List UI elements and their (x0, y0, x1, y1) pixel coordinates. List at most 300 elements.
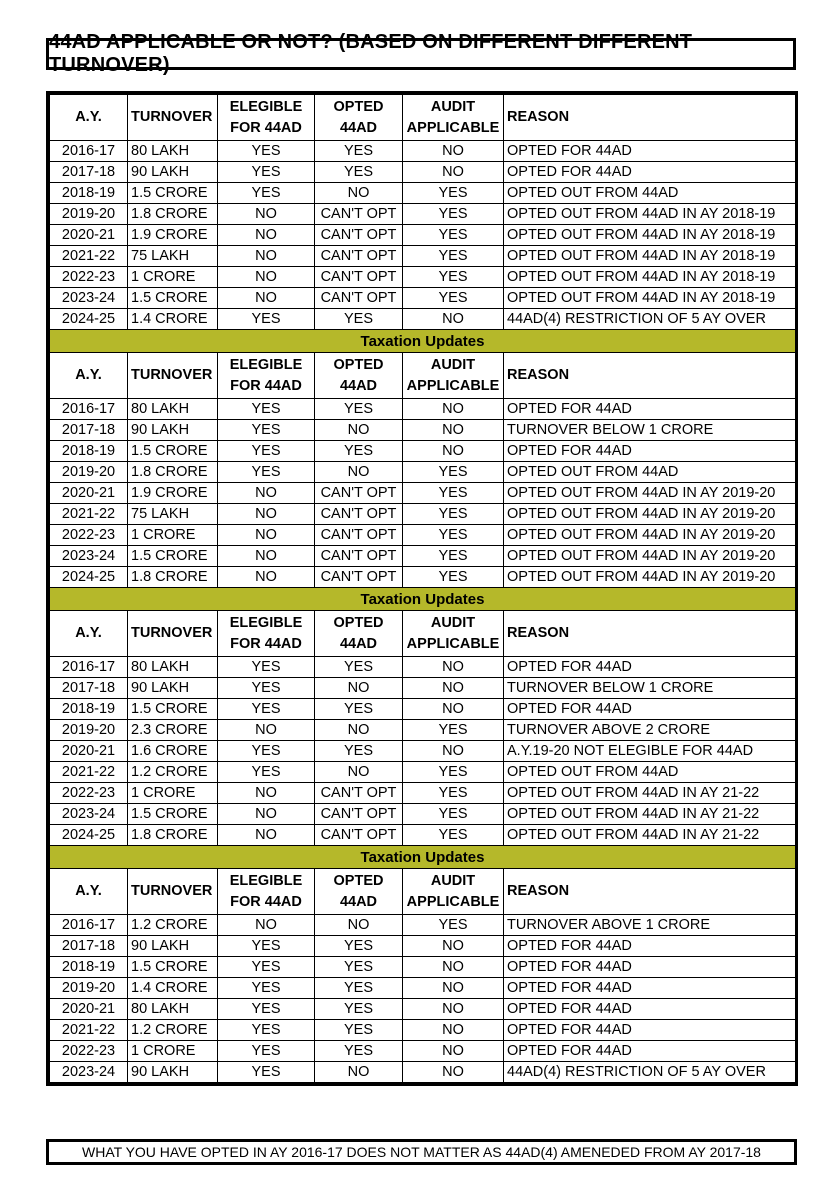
cell-reason: A.Y.19-20 NOT ELEGIBLE FOR 44AD (504, 741, 796, 762)
cell-ay: 2020-21 (50, 483, 128, 504)
cell-eligible: YES (218, 399, 315, 420)
cell-eligible: YES (218, 678, 315, 699)
cell-audit: YES (403, 762, 504, 783)
col-header-reason: REASON (504, 353, 796, 399)
cell-ay: 2024-25 (50, 825, 128, 846)
cell-ay: 2018-19 (50, 441, 128, 462)
cell-opted: YES (315, 741, 403, 762)
cell-reason: OPTED OUT FROM 44AD IN AY 2018-19 (504, 267, 796, 288)
cell-reason: OPTED OUT FROM 44AD IN AY 2018-19 (504, 288, 796, 309)
cell-audit: NO (403, 999, 504, 1020)
col-header-audit (403, 353, 504, 399)
footer-note: WHAT YOU HAVE OPTED IN AY 2016-17 DOES NOT MATTER AS 44AD(4) AMENEDED FROM AY 2017-18 (46, 1139, 797, 1165)
cell-reason: OPTED FOR 44AD (504, 699, 796, 720)
cell-ay: 2019-20 (50, 978, 128, 999)
cell-turnover: 1.2 CRORE (128, 915, 218, 936)
cell-opted: CAN'T OPT (315, 246, 403, 267)
cell-reason: OPTED FOR 44AD (504, 1020, 796, 1041)
col-header-eligible-line1: ELEGIBLE (229, 356, 303, 373)
cell-reason: TURNOVER ABOVE 2 CRORE (504, 720, 796, 741)
col-header-opted (315, 869, 403, 915)
cell-eligible: NO (218, 267, 315, 288)
col-header-opted-line2: 44AD (339, 119, 378, 136)
cell-reason: 44AD(4) RESTRICTION OF 5 AY OVER (504, 1062, 796, 1083)
table-row (50, 999, 796, 1020)
table-row (50, 309, 796, 330)
cell-ay: 2022-23 (50, 1041, 128, 1062)
cell-audit: NO (403, 678, 504, 699)
cell-reason: TURNOVER BELOW 1 CRORE (504, 678, 796, 699)
cell-eligible: YES (218, 441, 315, 462)
table-header-row (50, 869, 796, 915)
cell-audit: NO (403, 1041, 504, 1062)
cell-ay: 2022-23 (50, 267, 128, 288)
cell-opted: YES (315, 699, 403, 720)
cell-audit: YES (403, 783, 504, 804)
col-header-audit-line1: AUDIT (430, 614, 476, 631)
cell-eligible: NO (218, 204, 315, 225)
cell-turnover: 75 LAKH (128, 246, 218, 267)
cell-turnover: 75 LAKH (128, 504, 218, 525)
col-header-eligible-line2: FOR 44AD (230, 635, 302, 652)
col-header-audit-line2: APPLICABLE (406, 119, 500, 136)
col-header-eligible (218, 869, 315, 915)
cell-reason: OPTED FOR 44AD (504, 162, 796, 183)
cell-eligible: YES (218, 657, 315, 678)
col-header-eligible-line1: ELEGIBLE (229, 872, 303, 889)
col-header-opted-line1: OPTED (333, 872, 384, 889)
cell-ay: 2017-18 (50, 936, 128, 957)
cell-audit: NO (403, 978, 504, 999)
table-row (50, 720, 796, 741)
cell-reason: OPTED FOR 44AD (504, 999, 796, 1020)
table-row (50, 936, 796, 957)
cell-opted: CAN'T OPT (315, 525, 403, 546)
cell-eligible: YES (218, 762, 315, 783)
cell-turnover: 1.8 CRORE (128, 567, 218, 588)
cell-reason: OPTED FOR 44AD (504, 399, 796, 420)
cell-audit: NO (403, 309, 504, 330)
cell-reason: OPTED FOR 44AD (504, 141, 796, 162)
cell-eligible: YES (218, 1062, 315, 1083)
cell-audit: NO (403, 420, 504, 441)
table-row (50, 141, 796, 162)
cell-eligible: YES (218, 420, 315, 441)
cell-ay: 2020-21 (50, 225, 128, 246)
col-header-audit-line2: APPLICABLE (406, 893, 500, 910)
cell-audit: NO (403, 957, 504, 978)
cell-audit: YES (403, 246, 504, 267)
table-row (50, 288, 796, 309)
table-row (50, 915, 796, 936)
cell-opted: NO (315, 915, 403, 936)
cell-turnover: 1.5 CRORE (128, 288, 218, 309)
scenario-tables (46, 91, 798, 1086)
cell-opted: YES (315, 999, 403, 1020)
cell-ay: 2022-23 (50, 783, 128, 804)
table-row (50, 762, 796, 783)
cell-eligible: YES (218, 1020, 315, 1041)
cell-turnover: 1.5 CRORE (128, 441, 218, 462)
table-row (50, 162, 796, 183)
col-header-opted-line2: 44AD (339, 377, 378, 394)
cell-eligible: NO (218, 546, 315, 567)
col-header-opted-line1: OPTED (333, 614, 384, 631)
table-row (50, 546, 796, 567)
table-row (50, 1020, 796, 1041)
cell-turnover: 1.8 CRORE (128, 825, 218, 846)
table-row (50, 1062, 796, 1083)
table-row (50, 567, 796, 588)
table-row (50, 525, 796, 546)
table-row (50, 804, 796, 825)
cell-ay: 2024-25 (50, 567, 128, 588)
cell-ay: 2023-24 (50, 546, 128, 567)
col-header-opted (315, 611, 403, 657)
table-row (50, 957, 796, 978)
cell-turnover: 90 LAKH (128, 936, 218, 957)
cell-turnover: 90 LAKH (128, 420, 218, 441)
cell-eligible: NO (218, 804, 315, 825)
cell-opted: YES (315, 1041, 403, 1062)
cell-ay: 2017-18 (50, 162, 128, 183)
cell-opted: YES (315, 309, 403, 330)
cell-turnover: 1.5 CRORE (128, 546, 218, 567)
cell-opted: CAN'T OPT (315, 288, 403, 309)
cell-ay: 2022-23 (50, 525, 128, 546)
cell-audit: NO (403, 441, 504, 462)
cell-ay: 2017-18 (50, 678, 128, 699)
col-header-audit-line1: AUDIT (430, 98, 476, 115)
cell-turnover: 1.9 CRORE (128, 483, 218, 504)
cell-ay: 2019-20 (50, 204, 128, 225)
cell-turnover: 1 CRORE (128, 783, 218, 804)
cell-turnover: 80 LAKH (128, 657, 218, 678)
table-row (50, 825, 796, 846)
cell-eligible: NO (218, 225, 315, 246)
cell-audit: YES (403, 483, 504, 504)
cell-reason: OPTED OUT FROM 44AD IN AY 2019-20 (504, 525, 796, 546)
cell-audit: YES (403, 915, 504, 936)
table-row (50, 978, 796, 999)
cell-audit: NO (403, 657, 504, 678)
cell-opted: CAN'T OPT (315, 783, 403, 804)
cell-audit: NO (403, 1062, 504, 1083)
table-row (50, 183, 796, 204)
cell-reason: OPTED OUT FROM 44AD (504, 762, 796, 783)
col-header-ay: A.Y. (50, 611, 128, 657)
cell-eligible: YES (218, 462, 315, 483)
table-row (50, 504, 796, 525)
cell-audit: YES (403, 462, 504, 483)
cell-eligible: NO (218, 915, 315, 936)
cell-opted: YES (315, 141, 403, 162)
cell-eligible: YES (218, 957, 315, 978)
separator-row (50, 846, 796, 869)
cell-audit: YES (403, 267, 504, 288)
cell-opted: YES (315, 399, 403, 420)
cell-ay: 2020-21 (50, 999, 128, 1020)
cell-reason: TURNOVER ABOVE 1 CRORE (504, 915, 796, 936)
col-header-reason: REASON (504, 95, 796, 141)
cell-turnover: 1.8 CRORE (128, 204, 218, 225)
cell-eligible: NO (218, 825, 315, 846)
cell-ay: 2021-22 (50, 762, 128, 783)
cell-opted: YES (315, 162, 403, 183)
cell-eligible: YES (218, 741, 315, 762)
cell-audit: NO (403, 1020, 504, 1041)
cell-reason: TURNOVER BELOW 1 CRORE (504, 420, 796, 441)
cell-reason: OPTED OUT FROM 44AD IN AY 21-22 (504, 825, 796, 846)
cell-eligible: YES (218, 936, 315, 957)
cell-reason: OPTED OUT FROM 44AD IN AY 2018-19 (504, 204, 796, 225)
cell-turnover: 1.8 CRORE (128, 462, 218, 483)
col-header-opted (315, 95, 403, 141)
cell-eligible: NO (218, 525, 315, 546)
cell-reason: OPTED FOR 44AD (504, 1041, 796, 1062)
col-header-opted-line2: 44AD (339, 635, 378, 652)
col-header-audit (403, 869, 504, 915)
cell-turnover: 1.6 CRORE (128, 741, 218, 762)
cell-turnover: 80 LAKH (128, 141, 218, 162)
cell-audit: YES (403, 225, 504, 246)
cell-turnover: 80 LAKH (128, 399, 218, 420)
cell-ay: 2019-20 (50, 720, 128, 741)
table-row (50, 483, 796, 504)
col-header-audit-line2: APPLICABLE (406, 635, 500, 652)
cell-eligible: YES (218, 978, 315, 999)
cell-eligible: YES (218, 699, 315, 720)
cell-reason: OPTED OUT FROM 44AD IN AY 2019-20 (504, 483, 796, 504)
col-header-eligible-line1: ELEGIBLE (229, 98, 303, 115)
col-header-audit (403, 95, 504, 141)
cell-audit: YES (403, 183, 504, 204)
col-header-audit-line1: AUDIT (430, 356, 476, 373)
cell-eligible: YES (218, 141, 315, 162)
cell-turnover: 1.5 CRORE (128, 183, 218, 204)
col-header-reason: REASON (504, 611, 796, 657)
cell-opted: NO (315, 678, 403, 699)
cell-reason: OPTED OUT FROM 44AD IN AY 2018-19 (504, 246, 796, 267)
table-row (50, 225, 796, 246)
col-header-eligible-line2: FOR 44AD (230, 377, 302, 394)
col-header-eligible-line2: FOR 44AD (230, 119, 302, 136)
cell-turnover: 1 CRORE (128, 525, 218, 546)
table-row (50, 783, 796, 804)
col-header-ay: A.Y. (50, 353, 128, 399)
cell-audit: YES (403, 720, 504, 741)
table-row (50, 420, 796, 441)
cell-turnover: 90 LAKH (128, 678, 218, 699)
cell-eligible: YES (218, 162, 315, 183)
cell-opted: CAN'T OPT (315, 546, 403, 567)
cell-ay: 2018-19 (50, 699, 128, 720)
cell-eligible: NO (218, 567, 315, 588)
cell-turnover: 1 CRORE (128, 1041, 218, 1062)
cell-opted: NO (315, 462, 403, 483)
cell-audit: YES (403, 804, 504, 825)
cell-reason: OPTED OUT FROM 44AD IN AY 2019-20 (504, 567, 796, 588)
cell-opted: CAN'T OPT (315, 804, 403, 825)
col-header-opted-line1: OPTED (333, 98, 384, 115)
col-header-turnover: TURNOVER (128, 611, 218, 657)
cell-ay: 2021-22 (50, 504, 128, 525)
cell-reason: OPTED FOR 44AD (504, 441, 796, 462)
cell-reason: OPTED OUT FROM 44AD (504, 462, 796, 483)
cell-ay: 2021-22 (50, 1020, 128, 1041)
separator-label: Taxation Updates (50, 846, 796, 869)
cell-audit: NO (403, 162, 504, 183)
cell-turnover: 90 LAKH (128, 1062, 218, 1083)
cell-opted: NO (315, 183, 403, 204)
cell-reason: OPTED FOR 44AD (504, 657, 796, 678)
cell-reason: OPTED OUT FROM 44AD IN AY 21-22 (504, 804, 796, 825)
cell-turnover: 1.4 CRORE (128, 978, 218, 999)
cell-eligible: NO (218, 504, 315, 525)
col-header-opted (315, 353, 403, 399)
separator-row (50, 588, 796, 611)
col-header-ay: A.Y. (50, 95, 128, 141)
cell-reason: 44AD(4) RESTRICTION OF 5 AY OVER (504, 309, 796, 330)
cell-reason: OPTED FOR 44AD (504, 957, 796, 978)
col-header-audit-line1: AUDIT (430, 872, 476, 889)
col-header-eligible (218, 611, 315, 657)
table-row (50, 204, 796, 225)
cell-reason: OPTED FOR 44AD (504, 978, 796, 999)
cell-opted: NO (315, 1062, 403, 1083)
cell-audit: NO (403, 399, 504, 420)
cell-ay: 2023-24 (50, 1062, 128, 1083)
cell-turnover: 1 CRORE (128, 267, 218, 288)
cell-reason: OPTED OUT FROM 44AD IN AY 2019-20 (504, 504, 796, 525)
table-header-row (50, 353, 796, 399)
cell-eligible: YES (218, 1041, 315, 1062)
cell-audit: NO (403, 741, 504, 762)
cell-ay: 2020-21 (50, 741, 128, 762)
scenario-table (49, 94, 796, 1083)
cell-turnover: 1.2 CRORE (128, 1020, 218, 1041)
cell-ay: 2016-17 (50, 657, 128, 678)
cell-reason: OPTED OUT FROM 44AD IN AY 2019-20 (504, 546, 796, 567)
cell-turnover: 1.9 CRORE (128, 225, 218, 246)
table-row (50, 741, 796, 762)
table-header-row (50, 611, 796, 657)
table-row (50, 246, 796, 267)
cell-eligible: NO (218, 720, 315, 741)
cell-turnover: 80 LAKH (128, 999, 218, 1020)
cell-ay: 2018-19 (50, 957, 128, 978)
col-header-opted-line1: OPTED (333, 356, 384, 373)
cell-audit: NO (403, 699, 504, 720)
col-header-audit-line2: APPLICABLE (406, 377, 500, 394)
table-row (50, 399, 796, 420)
cell-ay: 2019-20 (50, 462, 128, 483)
cell-turnover: 1.5 CRORE (128, 957, 218, 978)
cell-eligible: NO (218, 783, 315, 804)
cell-opted: CAN'T OPT (315, 567, 403, 588)
cell-turnover: 2.3 CRORE (128, 720, 218, 741)
col-header-eligible-line1: ELEGIBLE (229, 614, 303, 631)
table-row (50, 462, 796, 483)
separator-label: Taxation Updates (50, 588, 796, 611)
table-header-row (50, 95, 796, 141)
separator-row (50, 330, 796, 353)
col-header-reason: REASON (504, 869, 796, 915)
table-row (50, 267, 796, 288)
cell-opted: CAN'T OPT (315, 225, 403, 246)
table-row (50, 678, 796, 699)
cell-turnover: 1.4 CRORE (128, 309, 218, 330)
cell-ay: 2016-17 (50, 141, 128, 162)
col-header-eligible (218, 353, 315, 399)
cell-audit: YES (403, 567, 504, 588)
cell-opted: YES (315, 936, 403, 957)
cell-ay: 2018-19 (50, 183, 128, 204)
cell-eligible: YES (218, 309, 315, 330)
cell-audit: YES (403, 825, 504, 846)
cell-eligible: YES (218, 183, 315, 204)
cell-ay: 2021-22 (50, 246, 128, 267)
cell-ay: 2023-24 (50, 804, 128, 825)
col-header-eligible (218, 95, 315, 141)
cell-opted: CAN'T OPT (315, 267, 403, 288)
cell-turnover: 1.5 CRORE (128, 804, 218, 825)
col-header-ay: A.Y. (50, 869, 128, 915)
cell-audit: NO (403, 936, 504, 957)
cell-reason: OPTED OUT FROM 44AD (504, 183, 796, 204)
cell-opted: NO (315, 420, 403, 441)
cell-eligible: NO (218, 483, 315, 504)
cell-audit: YES (403, 204, 504, 225)
cell-opted: CAN'T OPT (315, 204, 403, 225)
cell-opted: CAN'T OPT (315, 483, 403, 504)
cell-ay: 2024-25 (50, 309, 128, 330)
col-header-audit (403, 611, 504, 657)
cell-ay: 2016-17 (50, 915, 128, 936)
cell-audit: YES (403, 546, 504, 567)
cell-turnover: 1.2 CRORE (128, 762, 218, 783)
cell-opted: CAN'T OPT (315, 504, 403, 525)
cell-opted: NO (315, 762, 403, 783)
cell-ay: 2016-17 (50, 399, 128, 420)
cell-eligible: NO (218, 246, 315, 267)
cell-audit: YES (403, 288, 504, 309)
cell-reason: OPTED OUT FROM 44AD IN AY 21-22 (504, 783, 796, 804)
cell-opted: NO (315, 720, 403, 741)
table-row (50, 699, 796, 720)
cell-audit: YES (403, 504, 504, 525)
col-header-eligible-line2: FOR 44AD (230, 893, 302, 910)
table-row (50, 441, 796, 462)
cell-reason: OPTED OUT FROM 44AD IN AY 2018-19 (504, 225, 796, 246)
cell-reason: OPTED FOR 44AD (504, 936, 796, 957)
cell-audit: NO (403, 141, 504, 162)
cell-opted: YES (315, 1020, 403, 1041)
table-row (50, 657, 796, 678)
col-header-turnover: TURNOVER (128, 869, 218, 915)
separator-label: Taxation Updates (50, 330, 796, 353)
cell-audit: YES (403, 525, 504, 546)
cell-opted: YES (315, 978, 403, 999)
cell-ay: 2017-18 (50, 420, 128, 441)
cell-turnover: 1.5 CRORE (128, 699, 218, 720)
cell-opted: YES (315, 957, 403, 978)
col-header-turnover: TURNOVER (128, 353, 218, 399)
cell-opted: YES (315, 441, 403, 462)
cell-opted: CAN'T OPT (315, 825, 403, 846)
cell-turnover: 90 LAKH (128, 162, 218, 183)
cell-eligible: YES (218, 999, 315, 1020)
